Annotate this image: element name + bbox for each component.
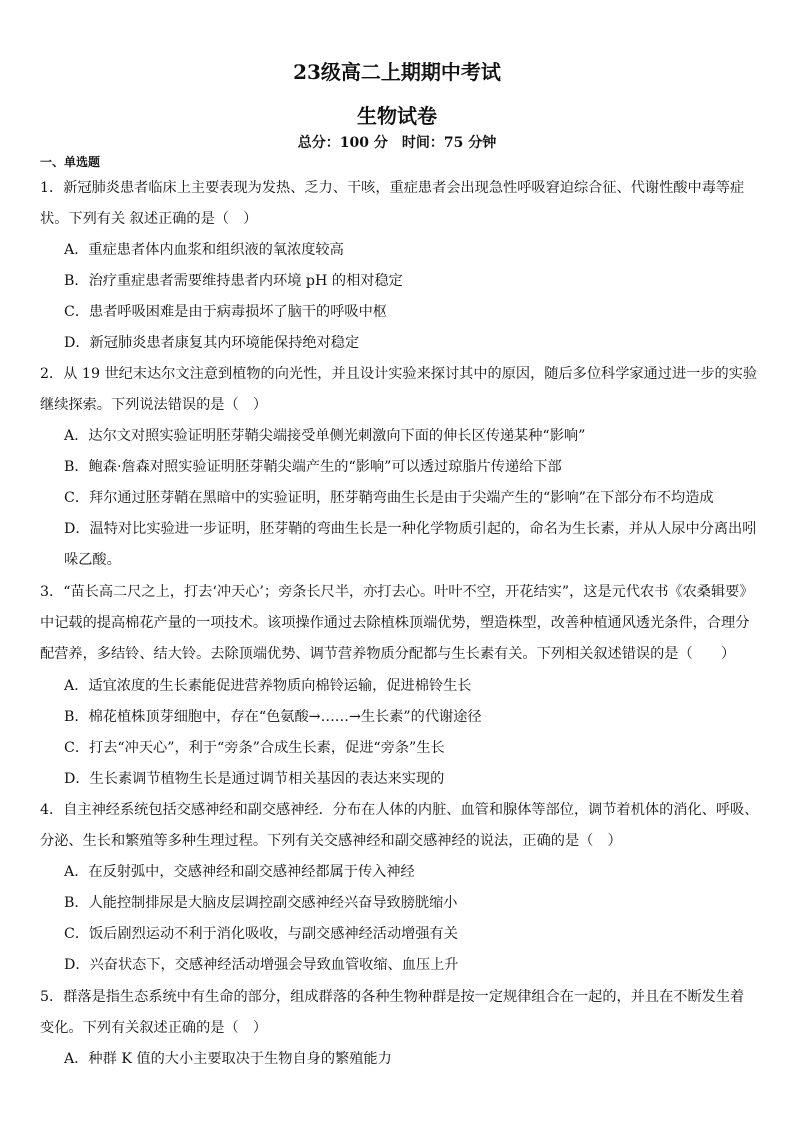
section-heading: 一、单选题 [40, 155, 101, 169]
question-1-line-2: 状。下列有关 叙述正确的是（ ） [40, 211, 258, 227]
question-2-line-2: 继续探索。下列说法错误的是（ ） [40, 397, 268, 413]
question-5-line-2: 变化。下列有关叙述正确的是（ ） [40, 1020, 268, 1036]
question-2-option-d: D．温特对比实验进一步证明，胚芽鞘的弯曲生长是一种化学物质引起的，命名为生长素，并从人尿中分离出吲 [64, 521, 757, 537]
question-5-option-a: A．种群 K 值的大小主要取决于生物自身的繁殖能力 [64, 1051, 392, 1067]
question-3-option-a: A．适宜浓度的生长素能促进营养物质向棉铃运输，促进棉铃生长 [64, 678, 472, 694]
question-4-option-b: B．人能控制排尿是大脑皮层调控副交感神经兴奋导致膀胱缩小 [64, 895, 458, 911]
question-2-option-b: B．鲍森·詹森对照实验证明胚芽鞘尖端产生的“影响”可以透过琼脂片传递给下部 [64, 459, 562, 475]
question-2-option-d-cont: 哚乙酸。 [64, 552, 121, 568]
question-3-line-1: 3．“苗长高二尺之上，打去‘冲天心’；旁条长尺半，亦打去心。叶叶不空，开花结实”，这是元代农书《农桑辑要》 [40, 584, 754, 600]
question-4-line-1: 4．自主神经系统包括交感神经和副交感神经．分布在人体的内脏、血管和腺体等部位，调节着机体的消化、呼吸、 [40, 802, 759, 818]
question-5-line-1: 5．群落是指生态系统中有生命的部分，组成群落的各种生物种群是按一定规律组合在一起的，并且在不断发生着 [40, 989, 745, 1005]
question-2-line-1: 2．从 19 世纪末达尔文注意到植物的向光性，并且设计实验来探讨其中的原因，随后多位科学家通过进一步的实验 [40, 366, 758, 382]
exam-subject: 生物试卷 [357, 104, 437, 128]
exam-meta: 总分：100 分 时间：75 分钟 [297, 135, 497, 151]
question-3-option-c: C．打去“冲天心”，利于“旁条”合成生长素，促进“旁条”生长 [64, 740, 445, 756]
question-1-option-c: C．患者呼吸困难是由于病毒损坏了脑干的呼吸中枢 [64, 304, 387, 320]
question-3-line-2: 中记载的提高棉花产量的一项技术。该项操作通过去除植株顶端优势，塑造株型，改善种植通风透光条件，合理分 [40, 615, 750, 631]
question-1-option-b: B．治疗重症患者需要维持患者内环境 pH 的相对稳定 [64, 273, 403, 289]
question-1-option-a: A．重症患者体内血浆和组织液的氧浓度较高 [64, 242, 344, 258]
question-1-option-d: D．新冠肺炎患者康复其内环境能保持绝对稳定 [64, 335, 360, 351]
question-4-option-a: A．在反射弧中，交感神经和副交感神经都属于传入神经 [64, 864, 415, 880]
question-4-option-c: C．饭后剧烈运动不利于消化吸收，与副交感神经活动增强有关 [64, 926, 458, 942]
question-3-option-b: B．棉花植株顶芽细胞中，存在“色氨酸→……→生长素”的代谢途径 [64, 709, 482, 725]
question-3-line-3: 配营养，多结铃、结大铃。去除顶端优势、调节营养物质分配都与生长素有关。下列相关叙述错误的是（ ） [40, 646, 736, 662]
question-4-option-d: D．兴奋状态下，交感神经活动增强会导致血管收缩、血压上升 [64, 957, 459, 973]
question-2-option-a: A．达尔文对照实验证明胚芽鞘尖端接受单侧光刺激向下面的伸长区传递某种“影响” [64, 428, 586, 444]
question-3-option-d: D．生长素调节植物生长是通过调节相关基因的表达来实现的 [64, 771, 445, 787]
question-4-line-2: 分泌、生长和繁殖等多种生理过程。下列有关交感神经和副交感神经的说法，正确的是（ ） [40, 833, 622, 849]
exam-title: 23级高二上期期中考试 [293, 60, 501, 84]
question-2-option-c: C．拜尔通过胚芽鞘在黑暗中的实验证明，胚芽鞘弯曲生长是由于尖端产生的“影响”在下部分布不均造成 [64, 490, 714, 506]
question-1-line-1: 1．新冠肺炎患者临床上主要表现为发热、乏力、干咳，重症患者会出现急性呼吸窘迫综合征、代谢性酸中毒等症 [40, 180, 745, 196]
